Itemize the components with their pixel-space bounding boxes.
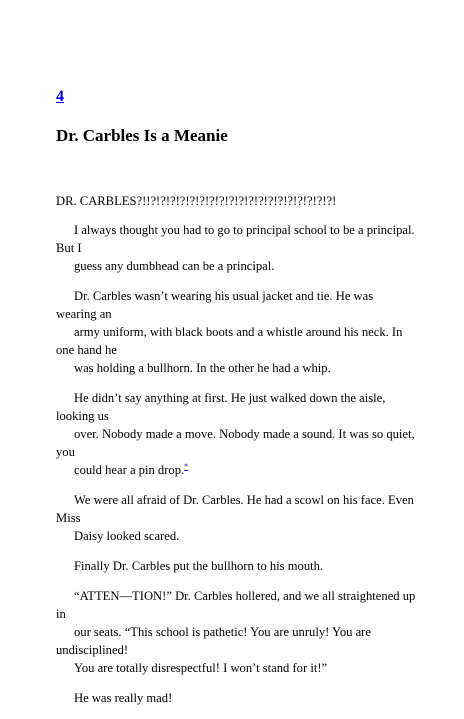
text-line: He didn’t say anything at first. He just walked down the aisle, looking us xyxy=(56,391,386,423)
paragraph xyxy=(56,389,416,479)
paragraph xyxy=(56,557,416,575)
text-line: “ATTEN—TION!” Dr. Carbles hollered, and we all straightened up in xyxy=(56,589,416,621)
text-line: could hear a pin drop. xyxy=(74,463,185,477)
text-line-with-footnote xyxy=(56,461,416,479)
text-line: You are totally disrespectful! I won’t stand for it!” xyxy=(74,661,328,675)
text-line: Dr. Carbles wasn’t wearing his usual jacket and tie. He was wearing an xyxy=(56,289,374,321)
text-line: He was really mad! xyxy=(74,691,173,705)
text-line: army uniform, with black boots and a whistle around his neck. In one hand he xyxy=(56,325,403,357)
text-line: Finally Dr. Carbles put the bullhorn to his mouth. xyxy=(74,559,324,573)
paragraph xyxy=(56,587,416,677)
paragraph xyxy=(56,491,416,545)
text-line: DR. CARBLES?!!?!?!?!?!?!?!?!?!?!?!?!?!?!?!?!?!?!?!?! xyxy=(56,194,337,208)
text-line: We were all afraid of Dr. Carbles. He had a scowl on his face. Even Miss xyxy=(56,493,414,525)
text-line: over. Nobody made a move. Nobody made a sound. It was so quiet, you xyxy=(56,427,415,459)
paragraph xyxy=(56,221,416,275)
footnote-link[interactable]: * xyxy=(184,461,189,471)
text-line: guess any dumbhead can be a principal. xyxy=(74,259,275,273)
text-line: our seats. “This school is pathetic! You are unruly! You are undisciplined! xyxy=(56,625,371,657)
paragraph xyxy=(56,192,416,210)
chapter-body xyxy=(56,192,416,719)
paragraph xyxy=(56,287,416,377)
paragraph xyxy=(56,689,416,707)
text-line: Daisy looked scared. xyxy=(74,529,180,543)
text-line: I always thought you had to go to principal school to be a principal. But I xyxy=(56,223,415,255)
chapter-title: Dr. Carbles Is a Meanie xyxy=(56,126,228,145)
chapter-number-link[interactable]: 4 xyxy=(56,88,64,105)
text-line: was holding a bullhorn. In the other he had a whip. xyxy=(74,361,331,375)
